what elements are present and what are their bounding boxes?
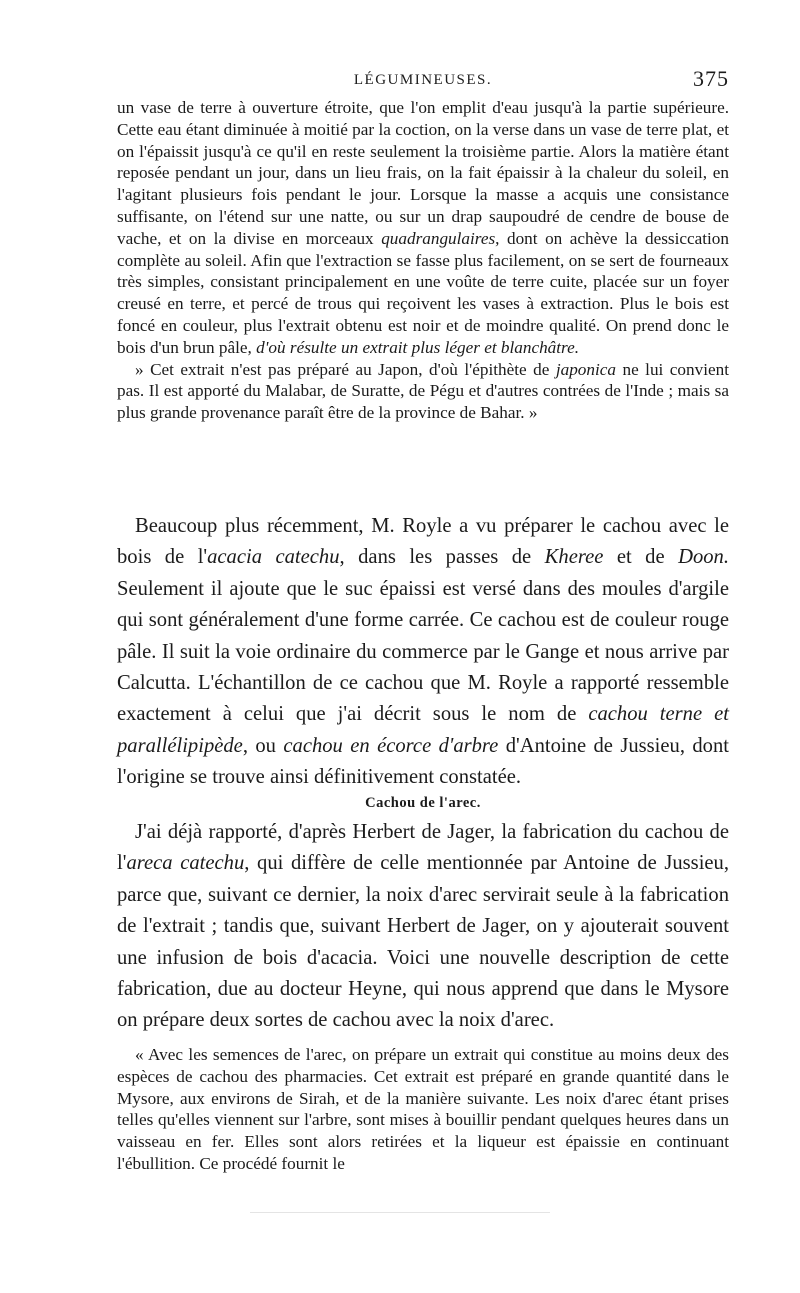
text-run: » Cet extrait n'est pas préparé au Japon, d'où l'épithète de <box>135 359 556 379</box>
paragraph <box>117 359 729 424</box>
italic-text-run: cachou terne et parallélipipède <box>117 703 729 757</box>
text-run: « Avec les semences de l'arec, on prépare un extrait qui constitue au moins deux des espèces de cachou des pharmacies. Cet extrait est préparé en grande quantité dans le Mysore, aux environs de Sirah, et de la manière suivante. Les noix d'arec étant prises telles qu'elles viennent sur l'arbre, sont mises à bouillir pendant quelques heures dans un vaisseau en fer. Elles sont alors retirées et la liqueur est épaissie en continuant l'ébullition. Ce procédé fournit le <box>117 1045 729 1173</box>
quoted-passage-continued <box>117 97 729 424</box>
text-run: ne lui convient pas. Il est apporté du Malabar, de Suratte, de Pégu et d'autres contrées de l'Inde ; mais sa plus grande provenance paraît être de la province de Bahar. » <box>117 359 729 423</box>
text-run: Seulement il ajoute que le suc épaissi est versé dans des moules d'argile qui sont généralement d'une forme carrée. Ce cachou est de couleur rouge pâle. Il suit la voie ordinaire du commerce par le Gange et nous arrive par Calcutta. L'échantillon de ce cachou que M. Royle a rapporté ressemble exactement à celui que j'ai décrit sous le nom de <box>117 577 729 726</box>
paragraph <box>117 511 729 794</box>
text-run: , qui diffère de celle mentionnée par Antoine de Jussieu, parce que, suivant ce dernier, la noix d'arec servirait seule à la fabrication de l'extrait ; tandis que, suivant Herbert de Jager, on y ajouterait souvent une infusion de bois d'acacia. Voici une nouvelle description de cette fabrication, due au docteur Heyne, qui nous apprend que dans le Mysore on prépare deux sortes de cachou avec la noix d'arec. <box>117 852 729 1032</box>
heyne-quote-block <box>117 1044 729 1175</box>
text-run: Beaucoup plus récemment, M. Royle a vu préparer le cachou avec le bois de l' <box>117 515 729 569</box>
royle-paragraph-block <box>117 511 729 794</box>
paragraph <box>117 1044 729 1175</box>
text-run: , ou <box>242 734 284 757</box>
italic-text-run: areca catechu <box>126 852 245 875</box>
italic-text-run: quadrangulaires <box>381 228 496 248</box>
text-run: un vase de terre à ouverture étroite, que l'on emplit d'eau jusqu'à la partie supérieure. Cette eau étant diminuée à moitié par la coction, on la verse dans un vase de terre plat, et on l'épaissit jusqu'à ce qu'il en reste seulement la troisième partie. Alors la matière étant reposée pendant un jour, dans un lieu frais, on la fait épaissir à la chaleur du soleil, en l'agitant plusieurs fois pendant le jour. Lorsque la masse a acquis une consistance suffisante, on l'étend sur une natte, ou sur un drap saupoudré de cendre de bouse de vache, et on la divise en morceaux <box>117 98 729 248</box>
running-title: LÉGUMINEUSES. <box>353 72 493 88</box>
italic-text-run: Doon. <box>678 546 729 569</box>
text-run: , dont on achève la dessiccation complète au soleil. Afin que l'extraction se fasse plus facilement, on se sert de fourneaux très simples, consistant principalement en une voûte de terre cuite, placée sur un foyer creusé en terre, et percé de trous qui reçoivent les vases à extraction. Plus le bois est foncé en couleur, plus l'extrait obtenu est noir et de moindre qualité. On prend donc le bois d'un brun pâle, <box>117 228 729 357</box>
text-run: J'ai déjà rapporté, d'après Herbert de Jager, la fabrication du cachou de l' <box>117 821 729 875</box>
paragraph <box>117 817 729 1037</box>
italic-text-run: acacia catechu <box>207 546 340 569</box>
italic-text-run: d'où résulte un extrait plus léger et blanchâtre. <box>256 337 580 357</box>
text-run: et de <box>603 546 679 569</box>
italic-text-run: japonica <box>555 359 616 379</box>
section-heading: Cachou de l'arec. <box>365 795 481 811</box>
text-run: d'Antoine de Jussieu, dont l'origine se trouve ainsi définitivement constatée. <box>117 734 729 789</box>
paragraph <box>117 97 729 359</box>
bottom-divider <box>250 1212 550 1213</box>
page-header <box>117 66 729 96</box>
text-run: , dans les passes de <box>339 546 545 569</box>
areca-paragraph-block <box>117 817 729 1037</box>
page-number: 375 <box>693 66 729 91</box>
italic-text-run: cachou en écorce d'arbre <box>283 734 499 757</box>
italic-text-run: Kheree <box>544 546 604 569</box>
